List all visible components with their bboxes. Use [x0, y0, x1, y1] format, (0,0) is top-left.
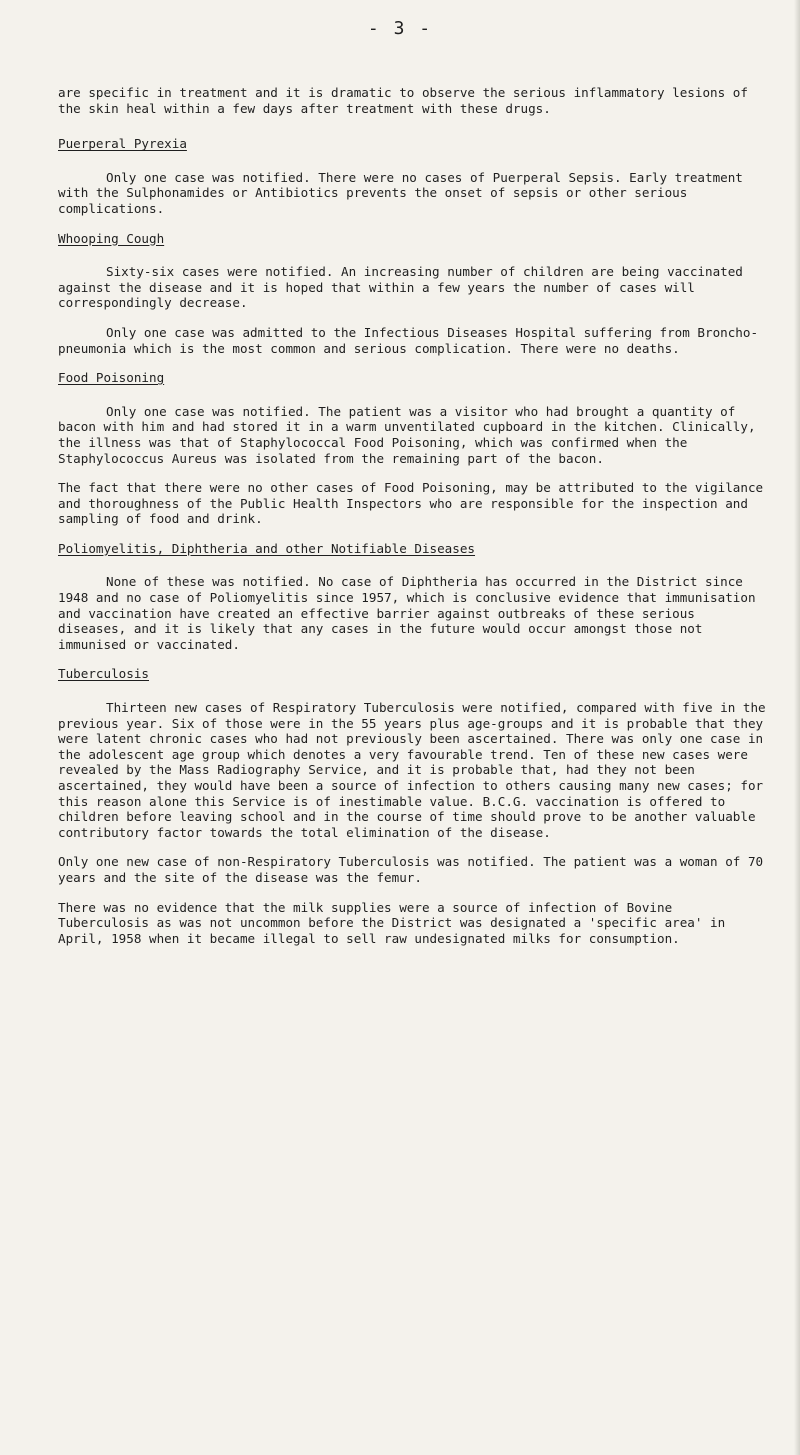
section-whooping-cough: [58, 231, 770, 357]
paragraph: Only one case was notified. The patient was a visitor who had brought a quantity of bacon with him and had stored it in a warm unventilated cupboard in the kitchen. Clinically, the illness was that of Staphylococcal Food Poisoning, which was confirmed when the Staphylococcus Aureus was isolated from the remaining part of the bacon.: [58, 403, 756, 466]
intro-paragraph: are specific in treatment and it is dramatic to observe the serious inflammatory lesions of the skin heal within a few days after treatment with these drugs.: [58, 85, 748, 116]
document-body: [58, 85, 770, 960]
section-food-poisoning: [58, 370, 770, 527]
section-tuberculosis: [58, 666, 770, 946]
section-heading: Poliomyelitis, Diphtheria and other Notifiable Diseases: [58, 540, 476, 556]
paragraph: None of these was notified. No case of Diphtheria has occurred in the District since 1948 and no case of Poliomyelitis since 1957, which is conclusive evidence that immunisation and vaccination have created an effective barrier against outbreaks of these serious diseases, and it is likely that any cases in the future would occur amongst those not immunised or vaccinated.: [58, 574, 756, 652]
paragraph: Thirteen new cases of Respiratory Tuberculosis were notified, compared with five in the previous year. Six of those were in the 55 years plus age-groups and it is probable that they were latent chronic cases who had not previously been ascertained. There was only one case in the adolescent age group which denotes a very favourable trend. Ten of these new cases were revealed by the Mass Radiography Service, and it is probable that, had they not been ascertained, they would have been a source of infection to others causing many new cases; for this reason alone this Service is of inestimable value. B.C.G. vaccination is offered to children before leaving school and in the course of time should prove to be another valuable contributory factor towards the total elimination of the disease.: [58, 700, 766, 840]
paragraph: The fact that there were no other cases of Food Poisoning, may be attributed to the vigilance and thoroughness of the Public Health Inspectors who are responsible for the inspection and sampling of food and drink.: [58, 480, 764, 527]
paragraph: Only one case was notified. There were no cases of Puerperal Sepsis. Early treatment with the Sulphonamides or Antibiotics prevents the onset of sepsis or other serious complications.: [58, 169, 743, 216]
paragraph: Sixty-six cases were notified. An increasing number of children are being vaccinated against the disease and it is hoped that within a few years the number of cases will correspondingly decrease.: [58, 264, 743, 311]
section-heading: Whooping Cough: [58, 230, 165, 246]
page-edge-shadow: [794, 0, 800, 1455]
section-heading: Puerperal Pyrexia: [58, 136, 187, 152]
paragraph: There was no evidence that the milk supplies were a source of infection of Bovine Tuberculosis as was not uncommon before the District was designated a 'specific area' in April, 1958 when it became illegal to sell raw undesignated milks for consumption.: [58, 899, 726, 946]
page-number: - 3 -: [367, 18, 433, 39]
section-heading: Tuberculosis: [58, 666, 149, 682]
section-puerperal-pyrexia: [58, 136, 770, 216]
paragraph: Only one case was admitted to the Infectious Diseases Hospital suffering from Broncho-pneumonia which is the most common and serious complication. There were no deaths.: [58, 324, 759, 356]
paragraph: Only one new case of non-Respiratory Tuberculosis was notified. The patient was a woman of 70 years and the site of the disease was the femur.: [58, 854, 764, 885]
section-poliomyelitis-diphtheria: [58, 541, 770, 653]
section-heading: Food Poisoning: [58, 370, 165, 386]
